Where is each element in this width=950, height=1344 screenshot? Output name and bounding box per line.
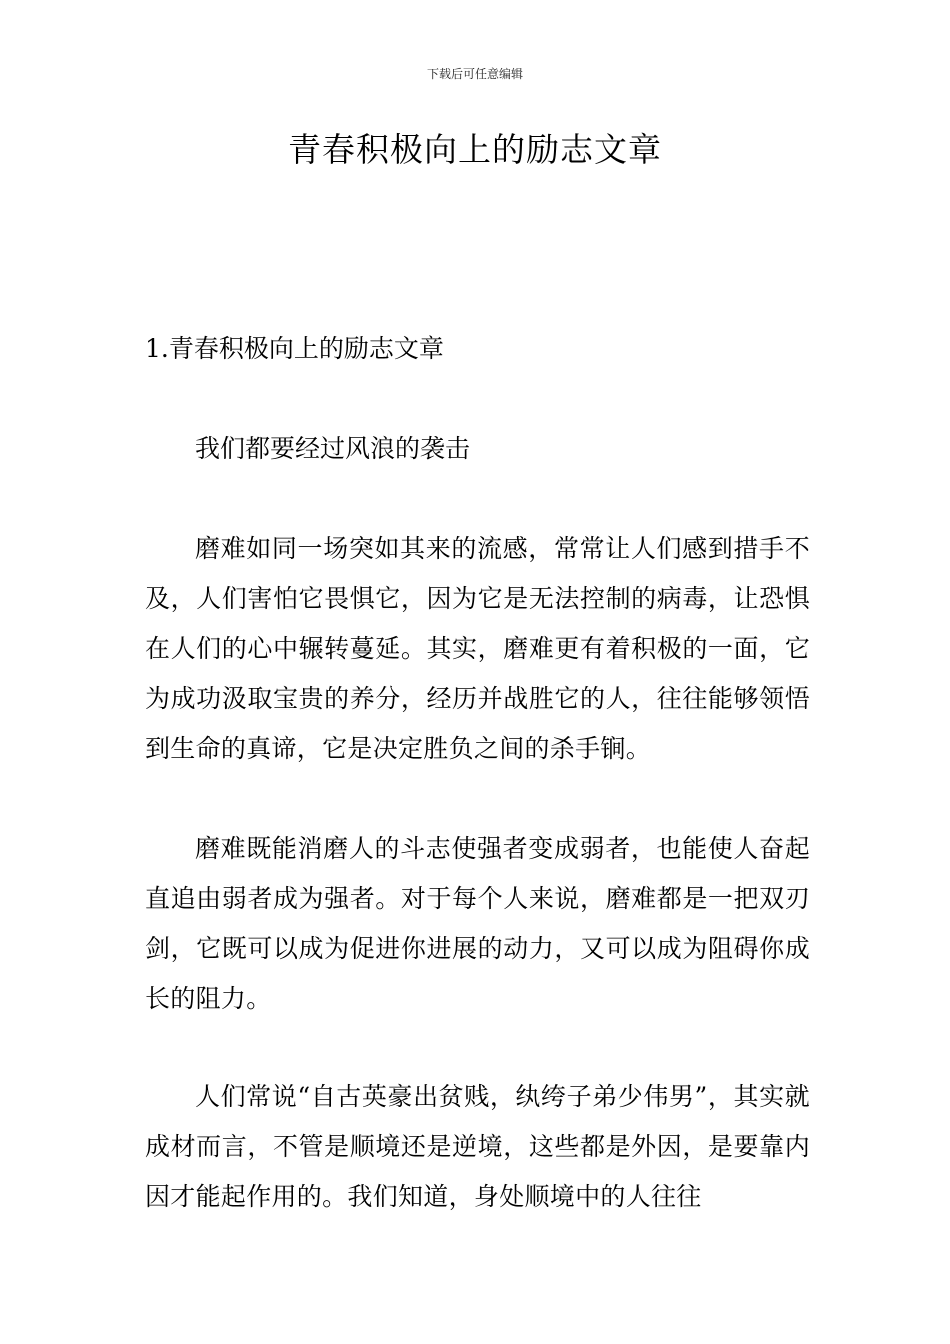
paragraph-2: 磨难既能消磨人的斗志使强者变成弱者，也能使人奋起直追由弱者成为强者。对于每个人来说，磨难都是一把双刃剑，它既可以成为促进你进展的动力，又可以成为阻碍你成长的阻力。 (145, 834, 810, 1013)
document-title: 青春积极向上的励志文章 (288, 130, 662, 169)
article-subheading: 我们都要经过风浪的袭击 (195, 434, 471, 463)
paragraph-1: 磨难如同一场突如其来的流感，常常让人们感到措手不及，人们害怕它畏惧它，因为它是无法控制的病毒，让恐惧在人们的心中辗转蔓延。其实，磨难更有着积极的一面，它为成功汲取宝贵的养分，经历并战胜它的人，往往能够领悟到生命的真谛，它是决定胜负之间的杀手锏。 (145, 534, 810, 763)
section-heading: 1.青春积极向上的励志文章 (145, 334, 444, 363)
paragraph-3: 人们常说“自古英豪出贫贱，纨绔子弟少伟男”，其实就成材而言，不管是顺境还是逆境，这些都是外因，是要靠内因才能起作用的。我们知道，身处顺境中的人往往 (145, 1082, 810, 1211)
header-note: 下载后可任意编辑 (426, 67, 523, 81)
